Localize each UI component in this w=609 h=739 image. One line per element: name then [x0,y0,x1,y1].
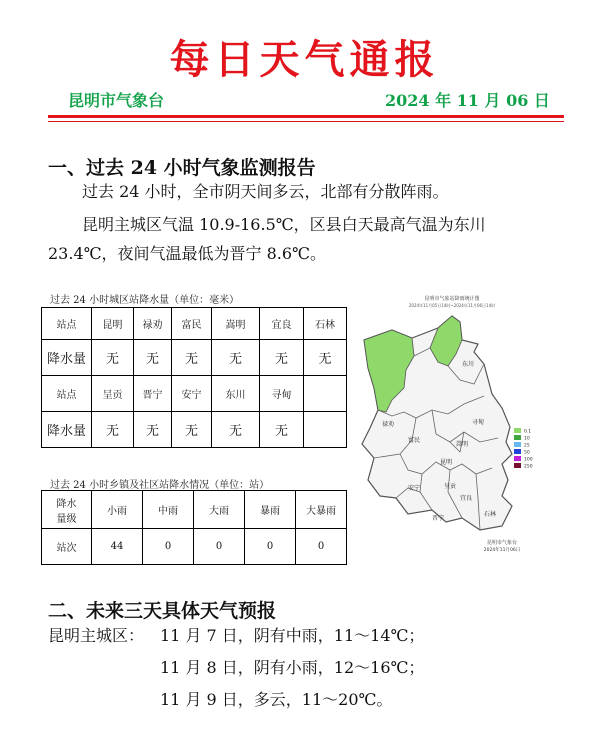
precip-value: 无 [304,340,347,376]
section1-heading: 一、过去 24 小时气象监测报告 [48,157,316,179]
legend-swatch [514,456,521,461]
station-name: 宜良 [260,308,304,340]
section1-para2-line2: 23.4℃，夜间气温最低为晋宁 8.6℃。 [48,244,326,263]
station-name: 呈贡 [92,376,134,412]
precip-header: 降水量 [42,340,92,376]
table-row [42,376,347,412]
map-label-songming: 嵩明 [456,441,469,448]
rainfall-map [352,292,570,564]
precip-value: 无 [92,340,134,376]
count-value: 0 [245,529,296,565]
table-row [42,340,347,376]
legend-swatch [514,449,521,454]
map-label-anning: 安宁 [408,485,421,492]
count-value: 0 [143,529,194,565]
issue-date: 2024 年 11 月 06 日 [385,91,550,110]
level-name: 中雨 [143,491,194,529]
precip-value-empty [304,412,347,448]
map-label-fumin: 富民 [408,437,421,444]
precip-value: 无 [92,412,134,448]
table-row [42,529,347,565]
precip-value: 无 [212,340,260,376]
station-name: 晋宁 [134,376,172,412]
legend-swatch [514,435,521,440]
legend-label: 0.1 [524,429,532,435]
precip-value: 无 [134,412,172,448]
map-footer-issuer: 昆明市气象台 [486,540,518,546]
township-precip-table [41,490,347,565]
corner-line1: 降水 [56,498,77,510]
precip-header: 降水量 [42,412,92,448]
count-label: 站次 [42,529,92,565]
map-label-kunming: 昆明 [440,459,453,466]
report-title: 每日天气通报 [169,36,440,83]
forecast-line-3: 11 月 9 日，多云，11～20℃。 [160,690,393,709]
count-value: 0 [296,529,347,565]
legend-swatch [514,463,521,468]
station-name: 嵩明 [212,308,260,340]
legend-label: 100 [524,457,533,463]
section2-heading: 二、未来三天具体天气预报 [48,600,277,622]
precip-value: 无 [172,340,212,376]
corner-line2: 量级 [56,513,77,525]
level-name: 小雨 [92,491,143,529]
map-subtitle: 2024年11月05日14时~2024年11月06日14时 [408,303,496,308]
legend-swatch [514,428,521,433]
map-label-xundian: 寻甸 [472,419,485,426]
precip-value: 无 [212,412,260,448]
station-name: 禄劝 [134,308,172,340]
legend-label: 50 [524,450,530,456]
urban-precip-table [41,307,347,448]
station-header: 站点 [42,376,92,412]
legend-label: 250 [524,464,533,470]
section1-para1: 过去 24 小时，全市阴天间多云，北部有分散阵雨。 [82,182,449,201]
station-name: 石林 [304,308,347,340]
legend-label: 10 [524,436,530,442]
station-name: 富民 [172,308,212,340]
header-rule-thin [48,121,564,122]
forecast-line-2: 11 月 8 日，阴有小雨，12～16℃； [160,658,425,677]
map-label-chenggong: 呈贡 [444,483,457,490]
table2-caption: 过去 24 小时乡镇及社区站降水情况（单位：站） [50,480,270,491]
precip-value: 无 [260,340,304,376]
station-name-empty [304,376,347,412]
station-name: 东川 [212,376,260,412]
level-name: 大雨 [194,491,245,529]
precip-value: 无 [260,412,304,448]
precip-value: 无 [172,412,212,448]
count-value: 0 [194,529,245,565]
map-footer-date: 2024年11月06日 [483,548,521,553]
station-name: 昆明 [92,308,134,340]
count-value: 44 [92,529,143,565]
level-corner-header [42,491,92,529]
map-label-shilin: 石林 [484,511,497,518]
table-row [42,412,347,448]
station-name: 安宁 [172,376,212,412]
legend-label: 25 [524,443,530,449]
level-name: 大暴雨 [296,491,347,529]
map-label-jinning: 晋宁 [432,515,445,522]
forecast-line-1: 11 月 7 日，阴有中雨，11～14℃； [160,626,425,645]
forecast-area-label: 昆明主城区： [48,626,145,645]
section1-para2-line1: 昆明主城区气温 10.9-16.5℃，区县白天最高气温为东川 [82,215,486,234]
precip-value: 无 [134,340,172,376]
map-label-luquan: 禄劝 [382,421,395,428]
station-name: 寻甸 [260,376,304,412]
map-label-yiliang: 宜良 [460,495,473,502]
table1-caption: 过去 24 小时城区站降水量（单位：毫米） [50,295,240,306]
table-row [42,491,347,529]
table-row [42,308,347,340]
map-title: 昆明市气象站降雨统计图 [424,296,480,302]
station-header: 站点 [42,308,92,340]
header-rule-thick [48,115,564,118]
map-label-dongchuan: 东川 [462,361,475,368]
level-name: 暴雨 [245,491,296,529]
legend-swatch [514,442,521,447]
issuer-name: 昆明市气象台 [68,91,165,110]
